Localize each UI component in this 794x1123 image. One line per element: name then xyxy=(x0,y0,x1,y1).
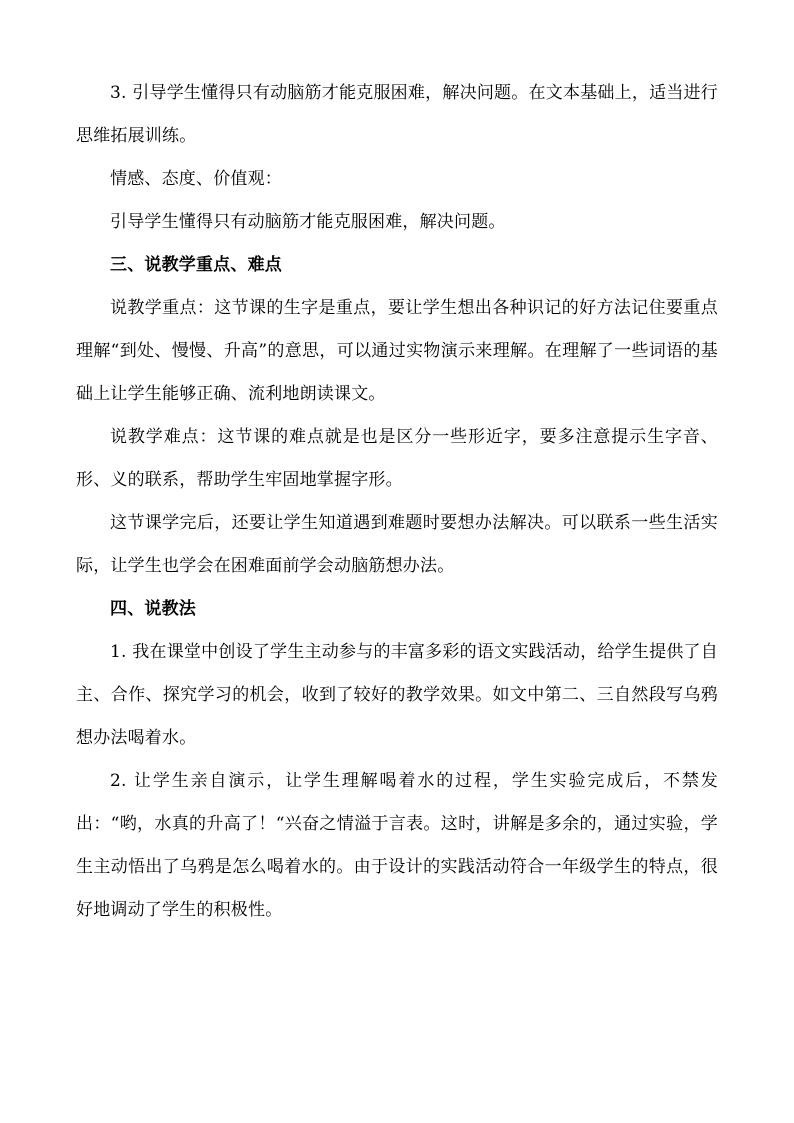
paragraph-objective-3: 3. 引导学生懂得只有动脑筋才能克服困难，解决问题。在文本基础上，适当进行思维拓展训练。 xyxy=(76,83,718,146)
paragraph-key-point: 说教学重点：这节课的生字是重点，要让学生想出各种识记的好方法记住要重点理解“到处、慢慢、升高”的意思，可以通过实物演示来理解。在理解了一些词语的基础上让学生能够正确、流利地朗读课文。 xyxy=(76,298,718,404)
section-heading-methods: 四、说教法 xyxy=(110,599,196,619)
paragraph-after-class: 这节课学完后，还要让学生知道遇到难题时要想办法解决。可以联系一些生活实际，让学生也学会在困难面前学会动脑筋想办法。 xyxy=(76,513,718,576)
paragraph-method-2: 2. 让学生亲自演示，让学生理解喝着水的过程，学生实验完成后，不禁发出：“哟，水真的升高了！“兴奋之情溢于言表。这时，讲解是多余的，通过实验，学生主动悟出了乌鸦是怎么喝着水的。由于设计的实践活动符合一年级学生的特点，很好地调动了学生的积极性。 xyxy=(76,771,718,920)
paragraph-emotion-goal: 引导学生懂得只有动脑筋才能克服困难，解决问题。 xyxy=(110,212,506,232)
document-page xyxy=(76,72,718,932)
paragraph-method-1: 1. 我在课堂中创设了学生主动参与的丰富多彩的语文实践活动，给学生提供了自主、合作、探究学习的机会，收到了较好的教学效果。如文中第二、三自然段写乌鸦想办法喝着水。 xyxy=(76,642,718,748)
paragraph-difficulty: 说教学难点：这节课的难点就是也是区分一些形近字，要多注意提示生字音、形、义的联系，帮助学生牢固地掌握字形。 xyxy=(76,427,718,490)
paragraph-emotion-label: 情感、态度、价值观： xyxy=(110,169,282,189)
section-heading-key-points: 三、说教学重点、难点 xyxy=(110,255,282,275)
